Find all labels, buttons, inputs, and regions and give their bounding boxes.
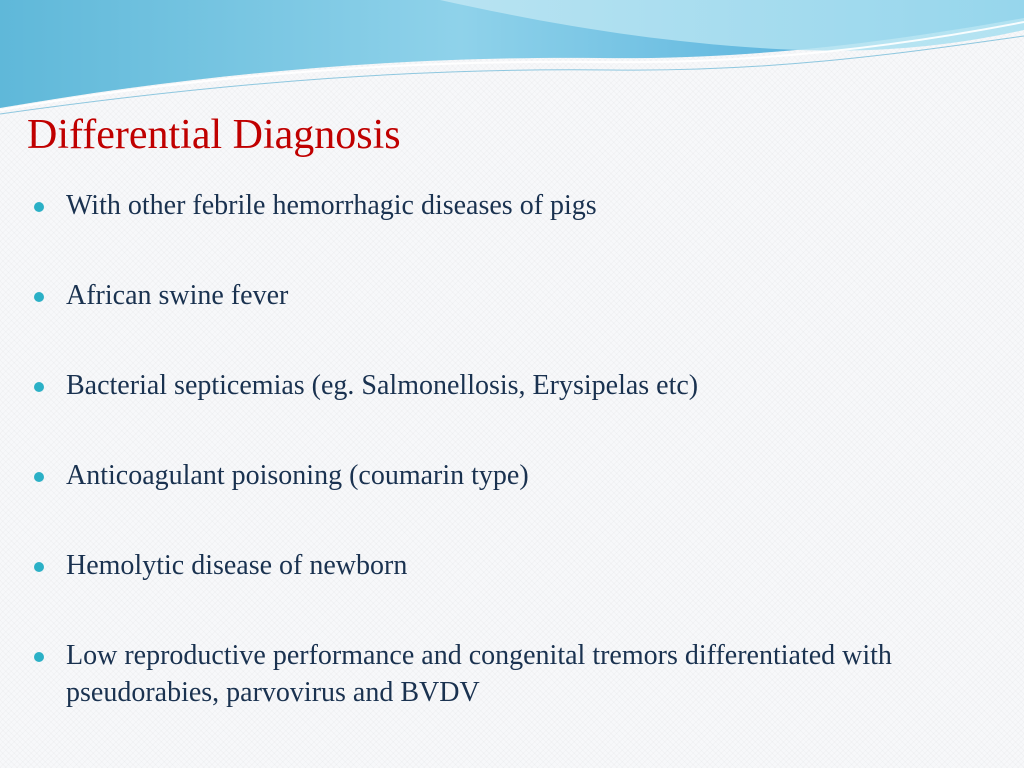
bullet-item xyxy=(34,547,964,584)
bullet-text: Hemolytic disease of newborn xyxy=(66,550,408,581)
bullet-text: Low reproductive performance and congenital tremors differentiated with pseudorabies, parvovirus and BVDV xyxy=(66,640,892,708)
bullet-item xyxy=(34,457,964,494)
bullet-dot-icon xyxy=(34,292,44,302)
bullet-dot-icon xyxy=(34,652,44,662)
bullet-text: With other febrile hemorrhagic diseases of pigs xyxy=(66,190,597,221)
bullet-item xyxy=(34,637,964,711)
slide-title: Differential Diagnosis xyxy=(27,112,401,158)
bullet-dot-icon xyxy=(34,472,44,482)
bullet-text: Bacterial septicemias (eg. Salmonellosis, Erysipelas etc) xyxy=(66,370,699,401)
bullet-dot-icon xyxy=(34,382,44,392)
bullet-text: African swine fever xyxy=(66,280,289,311)
bullet-item xyxy=(34,187,964,224)
header-wave-decoration xyxy=(0,0,1024,120)
bullet-item xyxy=(34,277,964,314)
bullet-item xyxy=(34,367,964,404)
bullet-dot-icon xyxy=(34,202,44,212)
bullet-dot-icon xyxy=(34,562,44,572)
bullet-text: Anticoagulant poisoning (coumarin type) xyxy=(66,460,529,491)
